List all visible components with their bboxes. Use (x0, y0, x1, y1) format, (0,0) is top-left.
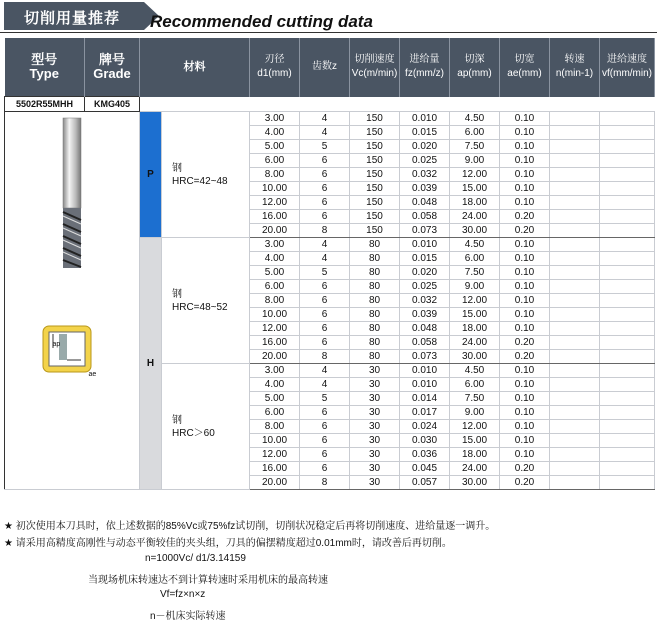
table-cell: 4.00 (250, 126, 300, 140)
table-cell: 9.00 (450, 406, 500, 420)
table-cell: 12.00 (450, 420, 500, 434)
table-cell: 30 (350, 364, 400, 378)
table-cell: 80 (350, 252, 400, 266)
table-cell: 30 (350, 378, 400, 392)
table-cell: 150 (350, 196, 400, 210)
rpm-cell (550, 252, 600, 266)
table-cell: 4.00 (250, 378, 300, 392)
feedrate-cell (600, 210, 655, 224)
table-cell: 0.036 (400, 448, 450, 462)
table-cell: 0.017 (400, 406, 450, 420)
table-cell: 0.10 (500, 168, 550, 182)
title-banner (4, 2, 164, 30)
rpm-cell (550, 406, 600, 420)
table-cell: 6 (300, 322, 350, 336)
table-cell: 0.032 (400, 294, 450, 308)
header-feed: 进给量 fz(mm/z) (400, 38, 450, 97)
table-cell: 0.010 (400, 112, 450, 126)
table-cell: 4.50 (450, 112, 500, 126)
table-cell: 24.00 (450, 336, 500, 350)
table-cell: 5.00 (250, 140, 300, 154)
formula-rpm: n=1000Vc/ d1/3.14159 (145, 553, 246, 564)
material-cell (162, 238, 250, 364)
table-cell: 0.010 (400, 378, 450, 392)
rpm-cell (550, 154, 600, 168)
table-cell: 18.00 (450, 448, 500, 462)
material-name: 钢 (172, 414, 182, 426)
table-cell: 80 (350, 266, 400, 280)
header-feedrate: 进给速度 vf(mm/min) (600, 38, 655, 97)
rpm-cell (550, 434, 600, 448)
table-cell: 4.50 (450, 238, 500, 252)
table-cell: 0.10 (500, 280, 550, 294)
cutting-data-table (4, 38, 655, 490)
table-cell: 0.10 (500, 238, 550, 252)
table-row (5, 112, 655, 126)
rpm-cell (550, 420, 600, 434)
header-grade: 牌号 Grade (85, 38, 140, 97)
table-cell: 30 (350, 476, 400, 490)
table-cell: 10.00 (250, 182, 300, 196)
rpm-cell (550, 448, 600, 462)
table-cell: 16.00 (250, 462, 300, 476)
table-cell: 18.00 (450, 196, 500, 210)
feedrate-cell (600, 448, 655, 462)
table-cell: 0.10 (500, 294, 550, 308)
table-cell: 0.014 (400, 392, 450, 406)
table-cell: 150 (350, 140, 400, 154)
rpm-cell (550, 308, 600, 322)
rpm-cell (550, 378, 600, 392)
rpm-cell (550, 476, 600, 490)
rpm-cell (550, 168, 600, 182)
table-cell: 12.00 (250, 196, 300, 210)
feedrate-cell (600, 420, 655, 434)
table-cell: 20.00 (250, 224, 300, 238)
table-cell: 30 (350, 434, 400, 448)
table-cell: 80 (350, 322, 400, 336)
table-cell: 4 (300, 112, 350, 126)
table-cell: 4 (300, 378, 350, 392)
table-cell: 80 (350, 308, 400, 322)
ae-label: ae (88, 371, 97, 378)
table-cell: 0.015 (400, 126, 450, 140)
table-cell: 150 (350, 224, 400, 238)
table-cell: 80 (350, 336, 400, 350)
table-cell: 16.00 (250, 210, 300, 224)
table-cell: 0.010 (400, 238, 450, 252)
table-cell: 0.057 (400, 476, 450, 490)
feedrate-cell (600, 392, 655, 406)
table-cell: 0.020 (400, 140, 450, 154)
table-cell: 6.00 (450, 378, 500, 392)
feedrate-cell (600, 168, 655, 182)
material-name: 钢 (172, 162, 182, 174)
table-cell: 0.10 (500, 126, 550, 140)
table-cell: 6 (300, 336, 350, 350)
table-cell: 30.00 (450, 476, 500, 490)
table-cell: 0.048 (400, 196, 450, 210)
notes (4, 518, 495, 552)
feedrate-cell (600, 140, 655, 154)
feedrate-cell (600, 364, 655, 378)
table-cell: 80 (350, 294, 400, 308)
table-cell: 4.50 (450, 364, 500, 378)
table-cell: 0.10 (500, 434, 550, 448)
table-cell: 0.039 (400, 182, 450, 196)
end-mill-drawing (5, 112, 139, 382)
rpm-cell (550, 350, 600, 364)
rpm-cell (550, 196, 600, 210)
table-cell: 6 (300, 308, 350, 322)
table-cell: 80 (350, 350, 400, 364)
feedrate-cell (600, 350, 655, 364)
tool-illustration (5, 112, 140, 490)
table-cell: 6.00 (250, 154, 300, 168)
table-cell: 15.00 (450, 434, 500, 448)
material-hardness: HRC＞60 (172, 427, 215, 439)
header-speed: 切削速度 Vc(m/min) (350, 38, 400, 97)
rpm-cell (550, 266, 600, 280)
table-cell: 6 (300, 280, 350, 294)
table-cell: 0.10 (500, 266, 550, 280)
rpm-cell (550, 182, 600, 196)
table-cell: 4 (300, 126, 350, 140)
note-1: ★ 初次使用本刀具时，依上述数据的85%Vc或75%fz试切削，切削状况稳定后再将切削速度、进给量逐一调升。 (4, 521, 496, 532)
table-cell: 8 (300, 224, 350, 238)
table-cell: 24.00 (450, 210, 500, 224)
rpm-cell (550, 462, 600, 476)
feedrate-cell (600, 126, 655, 140)
table-cell: 0.20 (500, 462, 550, 476)
table-cell: 15.00 (450, 182, 500, 196)
feedrate-cell (600, 224, 655, 238)
table-cell: 30 (350, 448, 400, 462)
feedrate-cell (600, 182, 655, 196)
table-cell: 0.10 (500, 448, 550, 462)
table-cell: 8.00 (250, 168, 300, 182)
table-cell: 0.048 (400, 322, 450, 336)
table-cell: 0.10 (500, 378, 550, 392)
table-cell: 6.00 (450, 126, 500, 140)
rpm-cell (550, 238, 600, 252)
rpm-cell (550, 140, 600, 154)
table-cell: 7.50 (450, 266, 500, 280)
ap-label: ap (52, 341, 61, 348)
rpm-cell (550, 112, 600, 126)
table-cell: 5.00 (250, 392, 300, 406)
table-cell: 16.00 (250, 336, 300, 350)
table-cell: 0.10 (500, 308, 550, 322)
table-cell: 0.058 (400, 210, 450, 224)
table-cell: 10.00 (250, 308, 300, 322)
table-cell: 150 (350, 168, 400, 182)
table-cell: 0.020 (400, 266, 450, 280)
table-cell: 9.00 (450, 280, 500, 294)
table-cell: 0.10 (500, 182, 550, 196)
table-cell: 8 (300, 350, 350, 364)
table-cell: 0.073 (400, 350, 450, 364)
formula-feed-note: n－机床实际转速 (150, 611, 226, 622)
table-cell: 0.10 (500, 252, 550, 266)
table-cell: 0.010 (400, 364, 450, 378)
table-cell: 12.00 (450, 294, 500, 308)
title-zh: 切削用量推荐 (24, 10, 121, 27)
table-cell: 10.00 (250, 434, 300, 448)
feedrate-cell (600, 434, 655, 448)
table-cell: 30.00 (450, 224, 500, 238)
note-2: ★ 请采用高精度高刚性与动态平衡较佳的夹头组，刀具的偏摆精度超过0.01mm时，请改善后再切削。 (4, 538, 452, 549)
table-cell: 150 (350, 154, 400, 168)
feedrate-cell (600, 266, 655, 280)
feedrate-cell (600, 238, 655, 252)
table-cell: 150 (350, 126, 400, 140)
feedrate-cell (600, 462, 655, 476)
material-cell (162, 364, 250, 490)
feedrate-cell (600, 280, 655, 294)
table-cell: 0.10 (500, 322, 550, 336)
table-cell: 0.10 (500, 112, 550, 126)
rpm-cell (550, 126, 600, 140)
table-cell: 30 (350, 462, 400, 476)
feedrate-cell (600, 476, 655, 490)
table-cell: 30 (350, 406, 400, 420)
header-depth: 切深 ap(mm) (450, 38, 500, 97)
table-cell: 0.10 (500, 140, 550, 154)
material-name: 钢 (172, 288, 182, 300)
table-cell: 15.00 (450, 308, 500, 322)
group-letter-P: P (140, 112, 162, 238)
rpm-cell (550, 280, 600, 294)
table-cell: 12.00 (250, 448, 300, 462)
table-cell: 6 (300, 294, 350, 308)
table-cell: 7.50 (450, 392, 500, 406)
table-cell: 30 (350, 420, 400, 434)
table-cell: 0.039 (400, 308, 450, 322)
header-rpm: 转速 n(min-1) (550, 38, 600, 97)
material-hardness: HRC=42~48 (172, 175, 228, 187)
header-diameter: 刃径 d1(mm) (250, 38, 300, 97)
product-row (5, 97, 655, 112)
table-cell: 0.073 (400, 224, 450, 238)
table-cell: 20.00 (250, 350, 300, 364)
table-cell: 4 (300, 238, 350, 252)
table-cell: 6.00 (250, 280, 300, 294)
table-cell: 6 (300, 210, 350, 224)
table-cell: 0.20 (500, 476, 550, 490)
formula-feed: Vf=fz×n×z (160, 589, 206, 600)
table-cell: 0.10 (500, 420, 550, 434)
table-cell: 6 (300, 182, 350, 196)
table-cell: 6 (300, 462, 350, 476)
rpm-cell (550, 294, 600, 308)
table-cell: 0.045 (400, 462, 450, 476)
rpm-cell (550, 322, 600, 336)
header-type: 型号 Type (5, 38, 85, 97)
rpm-cell (550, 210, 600, 224)
feedrate-cell (600, 378, 655, 392)
table-cell: 6 (300, 154, 350, 168)
rpm-cell (550, 392, 600, 406)
feedrate-cell (600, 154, 655, 168)
header-material: 材料 (140, 38, 250, 97)
table-cell: 0.20 (500, 210, 550, 224)
table-cell: 4.00 (250, 252, 300, 266)
table-cell: 0.20 (500, 350, 550, 364)
table-cell: 5 (300, 266, 350, 280)
table-cell: 0.030 (400, 434, 450, 448)
feedrate-cell (600, 252, 655, 266)
table-cell: 6.00 (450, 252, 500, 266)
product-type: 5502R55MHH (5, 97, 85, 112)
table-cell: 30 (350, 392, 400, 406)
table-cell: 8.00 (250, 420, 300, 434)
group-letter-H: H (140, 238, 162, 490)
table-cell: 0.025 (400, 280, 450, 294)
feedrate-cell (600, 294, 655, 308)
table-cell: 7.50 (450, 140, 500, 154)
table-cell: 6 (300, 196, 350, 210)
formula-rpm-note: 当现场机床转速达不到计算转速时采用机床的最高转速 (88, 575, 328, 586)
table-cell: 6 (300, 434, 350, 448)
rpm-cell (550, 336, 600, 350)
table-cell: 0.032 (400, 168, 450, 182)
table-cell: 150 (350, 182, 400, 196)
table-cell: 5.00 (250, 266, 300, 280)
feedrate-cell (600, 196, 655, 210)
table-cell: 6 (300, 420, 350, 434)
table-cell: 0.058 (400, 336, 450, 350)
material-cell (162, 112, 250, 238)
table-cell: 80 (350, 238, 400, 252)
table-cell: 3.00 (250, 238, 300, 252)
table-body (5, 97, 655, 490)
rpm-cell (550, 364, 600, 378)
header-width: 切宽 ae(mm) (500, 38, 550, 97)
table-cell: 0.025 (400, 154, 450, 168)
table-cell: 150 (350, 210, 400, 224)
table-cell: 4 (300, 364, 350, 378)
table-cell: 6 (300, 448, 350, 462)
table-cell: 150 (350, 112, 400, 126)
feedrate-cell (600, 112, 655, 126)
table-cell: 0.015 (400, 252, 450, 266)
table-header-row (5, 38, 655, 97)
table-cell: 6.00 (250, 406, 300, 420)
table-cell: 0.10 (500, 364, 550, 378)
table-cell: 0.10 (500, 196, 550, 210)
material-hardness: HRC=48~52 (172, 301, 228, 313)
table-cell: 6 (300, 168, 350, 182)
table-cell: 0.024 (400, 420, 450, 434)
table-cell: 0.20 (500, 224, 550, 238)
table-cell: 3.00 (250, 364, 300, 378)
table-cell: 9.00 (450, 154, 500, 168)
table-cell: 8 (300, 476, 350, 490)
table-cell: 5 (300, 140, 350, 154)
feedrate-cell (600, 406, 655, 420)
table-cell: 20.00 (250, 476, 300, 490)
table-cell: 12.00 (450, 168, 500, 182)
table-cell: 0.10 (500, 406, 550, 420)
table-cell: 18.00 (450, 322, 500, 336)
header-divider (0, 32, 657, 33)
table-cell: 6 (300, 406, 350, 420)
feedrate-cell (600, 308, 655, 322)
table-cell: 24.00 (450, 462, 500, 476)
product-grade: KMG405 (85, 97, 140, 112)
table-cell: 5 (300, 392, 350, 406)
table-cell: 3.00 (250, 112, 300, 126)
title-en: Recommended cutting data (150, 12, 373, 31)
table-cell: 0.20 (500, 336, 550, 350)
feedrate-cell (600, 322, 655, 336)
feedrate-cell (600, 336, 655, 350)
header-flutes: 齿数z (300, 38, 350, 97)
table-cell: 80 (350, 280, 400, 294)
table-cell: 12.00 (250, 322, 300, 336)
rpm-cell (550, 224, 600, 238)
table-cell: 0.10 (500, 392, 550, 406)
table-cell: 8.00 (250, 294, 300, 308)
table-cell: 4 (300, 252, 350, 266)
table-cell: 30.00 (450, 350, 500, 364)
table-cell: 0.10 (500, 154, 550, 168)
